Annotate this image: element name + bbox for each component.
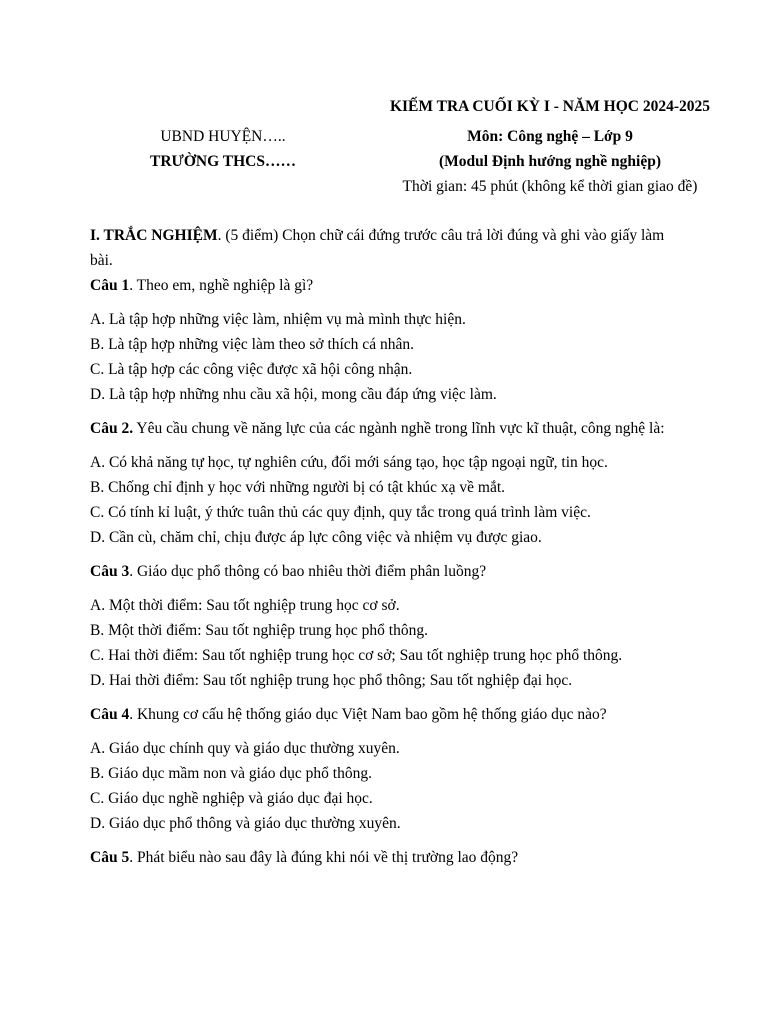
question-2-label: Câu 2. [90,420,134,437]
question-1-option-b: B. Là tập hợp những việc làm theo sở thích cá nhân. [90,336,414,353]
question-1-text: . Theo em, nghề nghiệp là gì? [129,277,314,294]
question-3-option-a: A. Một thời điểm: Sau tốt nghiệp trung học cơ sở. [90,597,400,614]
exam-title: KIẾM TRA CUỐI KỲ I - NĂM HỌC 2024-2025 [389,98,711,115]
question-2 [90,416,690,550]
question-3-stem [90,559,690,584]
question-1-stem [90,273,690,298]
question-3-text: . Giáo dục phổ thông có bao nhiêu thời điểm phân luồng? [129,563,487,580]
section-1-intro [90,223,690,273]
question-5-label: Câu 5 [90,849,130,866]
exam-content [90,223,690,870]
question-1 [90,273,690,407]
question-2-option-a: A. Có khả năng tự học, tự nghiên cứu, đổi mới sáng tạo, học tập ngoại ngữ, tin học. [90,454,608,471]
subject-line: Môn: Công nghệ – Lớp 9 [467,128,633,145]
question-4-label: Câu 4 [90,706,130,723]
section-1-heading: I. TRẮC NGHIỆM [90,227,218,244]
question-2-text: Yêu cầu chung về năng lực của các ngành nghề trong lĩnh vực kĩ thuật, công nghệ là: [133,420,665,437]
question-4-text: . Khung cơ cấu hệ thống giáo dục Việt Nam bao gồm hệ thống giáo dục nào? [129,706,607,723]
question-3-option-d: D. Hai thời điểm: Sau tốt nghiệp trung học phổ thông; Sau tốt nghiệp đại học. [90,672,573,689]
question-2-stem [90,416,690,441]
time-line: Thời gian: 45 phút (không kể thời gian giao đề) [402,178,698,195]
question-2-option-b: B. Chống chỉ định y học với những người bị có tật khúc xạ về mắt. [90,479,506,496]
module-line: (Modul Định hướng nghề nghiệp) [438,153,662,170]
question-4-option-d: D. Giáo dục phổ thông và giáo dục thường xuyên. [90,815,401,832]
question-4-option-b: B. Giáo dục mầm non và giáo dục phổ thông. [90,765,372,782]
question-4 [90,702,690,836]
question-5 [90,845,690,870]
district-name: UBND HUYỆN….. [160,128,286,145]
question-1-option-a: A. Là tập hợp những việc làm, nhiệm vụ mà mình thực hiện. [90,311,466,328]
question-5-stem [90,845,690,870]
question-4-option-c: C. Giáo dục nghề nghiệp và giáo dục đại học. [90,790,373,807]
section-1-instruction: . (5 điểm) Chọn chữ cái đứng trước câu trả lời đúng và ghi vào giấy làm bài. [90,227,665,269]
question-1-option-d: D. Là tập hợp những nhu cầu xã hội, mong cầu đáp ứng việc làm. [90,386,497,403]
question-3 [90,559,690,693]
header-right [390,124,710,199]
question-2-option-c: C. Có tính kỉ luật, ý thức tuân thủ các quy định, quy tắc trong quá trình làm việc. [90,504,591,521]
question-1-option-c: C. Là tập hợp các công việc được xã hội công nhận. [90,361,413,378]
question-1-label: Câu 1 [90,277,130,294]
school-name: TRƯỜNG THCS…… [150,153,296,170]
question-5-text: . Phát biểu nào sau đây là đúng khi nói về thị trường lao động? [129,849,519,866]
question-4-stem [90,702,690,727]
question-3-option-c: C. Hai thời điểm: Sau tốt nghiệp trung học cơ sở; Sau tốt nghiệp trung học phổ thông. [90,647,623,664]
question-4-option-a: A. Giáo dục chính quy và giáo dục thường xuyên. [90,740,400,757]
question-3-label: Câu 3 [90,563,130,580]
header-left [118,124,328,174]
question-3-option-b: B. Một thời điểm: Sau tốt nghiệp trung học phổ thông. [90,622,428,639]
question-2-option-d: D. Cần cù, chăm chỉ, chịu được áp lực công việc và nhiệm vụ được giao. [90,529,542,546]
